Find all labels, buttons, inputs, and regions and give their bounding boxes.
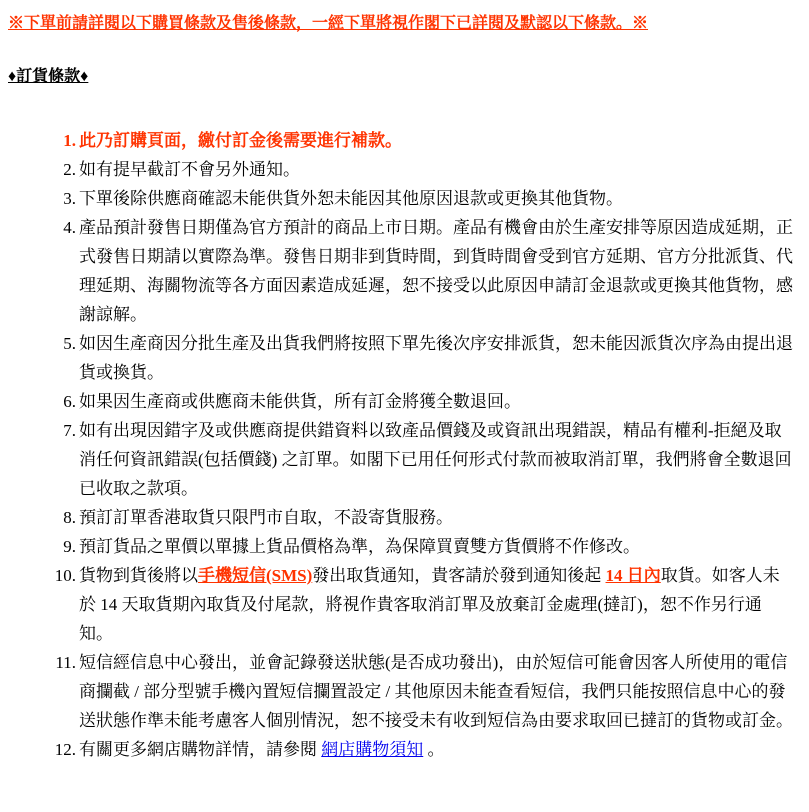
term-text-segment: 貨物到貨後將以: [79, 566, 198, 585]
term-text: [79, 532, 809, 561]
purchase-terms-warning: ※下單前請詳閱以下購買條款及售後條款，一經下單將視作閣下已詳閱及默認以下條款。※: [8, 15, 649, 32]
term-number: 11.: [55, 653, 76, 672]
term-number: 3.: [63, 189, 76, 208]
term-highlight-segment: 手機短信(SMS): [198, 566, 313, 585]
term-item-12: [0, 735, 809, 764]
term-item-4: [0, 213, 809, 329]
term-number: 1.: [63, 131, 76, 150]
term-item-6: [0, 387, 809, 416]
term-text: [79, 329, 809, 387]
term-item-7: [0, 416, 809, 503]
term-text: [79, 648, 809, 735]
term-text-segment: 下單後除供應商確認未能供貨外恕未能因其他原因退款或更換其他貨物。: [79, 189, 623, 208]
term-text-segment: 如果因生產商或供應商未能供貨，所有訂金將獲全數退回。: [79, 392, 521, 411]
term-text: [79, 561, 809, 648]
term-number: 8.: [63, 508, 76, 527]
term-text-segment: 如有出現因錯字及或供應商提供錯資料以致產品價錢及或資訊出現錯誤，精品有權利-拒絕及取消任何資訊錯誤(包括價錢) 之訂單。如閣下已用任何形式付款而被取消訂單，我們將會全數退回已收取之款項。: [79, 421, 792, 498]
term-number: 2.: [63, 160, 76, 179]
term-number: 5.: [63, 334, 76, 353]
term-number: 9.: [63, 537, 76, 556]
term-item-11: [0, 648, 809, 735]
term-number: 12.: [54, 740, 76, 759]
term-text: [79, 213, 809, 329]
term-text: [79, 126, 809, 155]
term-highlight-segment: 14 日內: [605, 566, 661, 585]
term-number: 10.: [54, 566, 76, 585]
term-text-segment: 如有提早截訂不會另外通知。: [79, 160, 300, 179]
term-item-2: [0, 155, 809, 184]
term-item-5: [0, 329, 809, 387]
term-text-segment: 發出取貨通知，貴客請於發到通知後起: [312, 566, 606, 585]
term-text: [79, 416, 809, 503]
term-item-1: [0, 126, 809, 155]
term-item-10: [0, 561, 809, 648]
term-text: [79, 503, 809, 532]
term-text: [79, 184, 809, 213]
term-text-segment: 預訂貨品之單價以單據上貨品價格為準，為保障買賣雙方貨價將不作修改。: [79, 537, 640, 556]
term-item-9: [0, 532, 809, 561]
term-number: 4.: [63, 218, 76, 237]
term-item-8: [0, 503, 809, 532]
term-text-segment: 產品預計發售日期僅為官方預計的商品上市日期。產品有機會由於生產安排等原因造成延期，正式發售日期請以實際為準。發售日期非到貨時間，到貨時間會受到官方延期、官方分批派貨、代理延期、海關物流等各方面因素造成延遲，恕不接受以此原因申請訂金退款或更換其他貨物，感謝諒解。: [79, 218, 793, 324]
term-text: [79, 387, 809, 416]
term-text: [79, 735, 809, 764]
term-item-3: [0, 184, 809, 213]
term-text-segment: 。: [423, 740, 445, 759]
term-text-segment: 短信經信息中心發出，並會記錄發送狀態(是否成功發出)，由於短信可能會因客人所使用的電信商攔截 / 部分型號手機內置短信攔置設定 / 其他原因未能查看短信，我們只能按照信息中心的發送狀態作準未能考慮客人個別情況，恕不接受未有收到短信為由要求取回已撻訂的貨物或訂金。: [79, 653, 793, 730]
term-highlight-segment: 此乃訂購頁面，繳付訂金後需要進行補款。: [79, 131, 402, 150]
terms-list: [0, 126, 809, 764]
term-number: 7.: [63, 421, 76, 440]
term-text-segment: 取貨。如客人未於 14 天取貨期內取貨及付尾款，將視作貴客取消訂單及放棄訂金處理(撻訂)，恕不作另行通知。: [79, 566, 780, 643]
order-terms-heading: ♦訂貨條款♦: [8, 68, 89, 85]
term-text-segment: 預訂訂單香港取貨只限門市自取，不設寄貨服務。: [79, 508, 453, 527]
shop-notice-link[interactable]: 網店購物須知: [321, 740, 424, 759]
term-text-segment: 有關更多網店購物詳情，請參閱: [79, 740, 322, 759]
term-text-segment: 如因生產商因分批生產及出貨我們將按照下單先後次序安排派貨，恕未能因派貨次序為由提出退貨或換貨。: [79, 334, 793, 382]
term-text: [79, 155, 809, 184]
term-number: 6.: [63, 392, 76, 411]
